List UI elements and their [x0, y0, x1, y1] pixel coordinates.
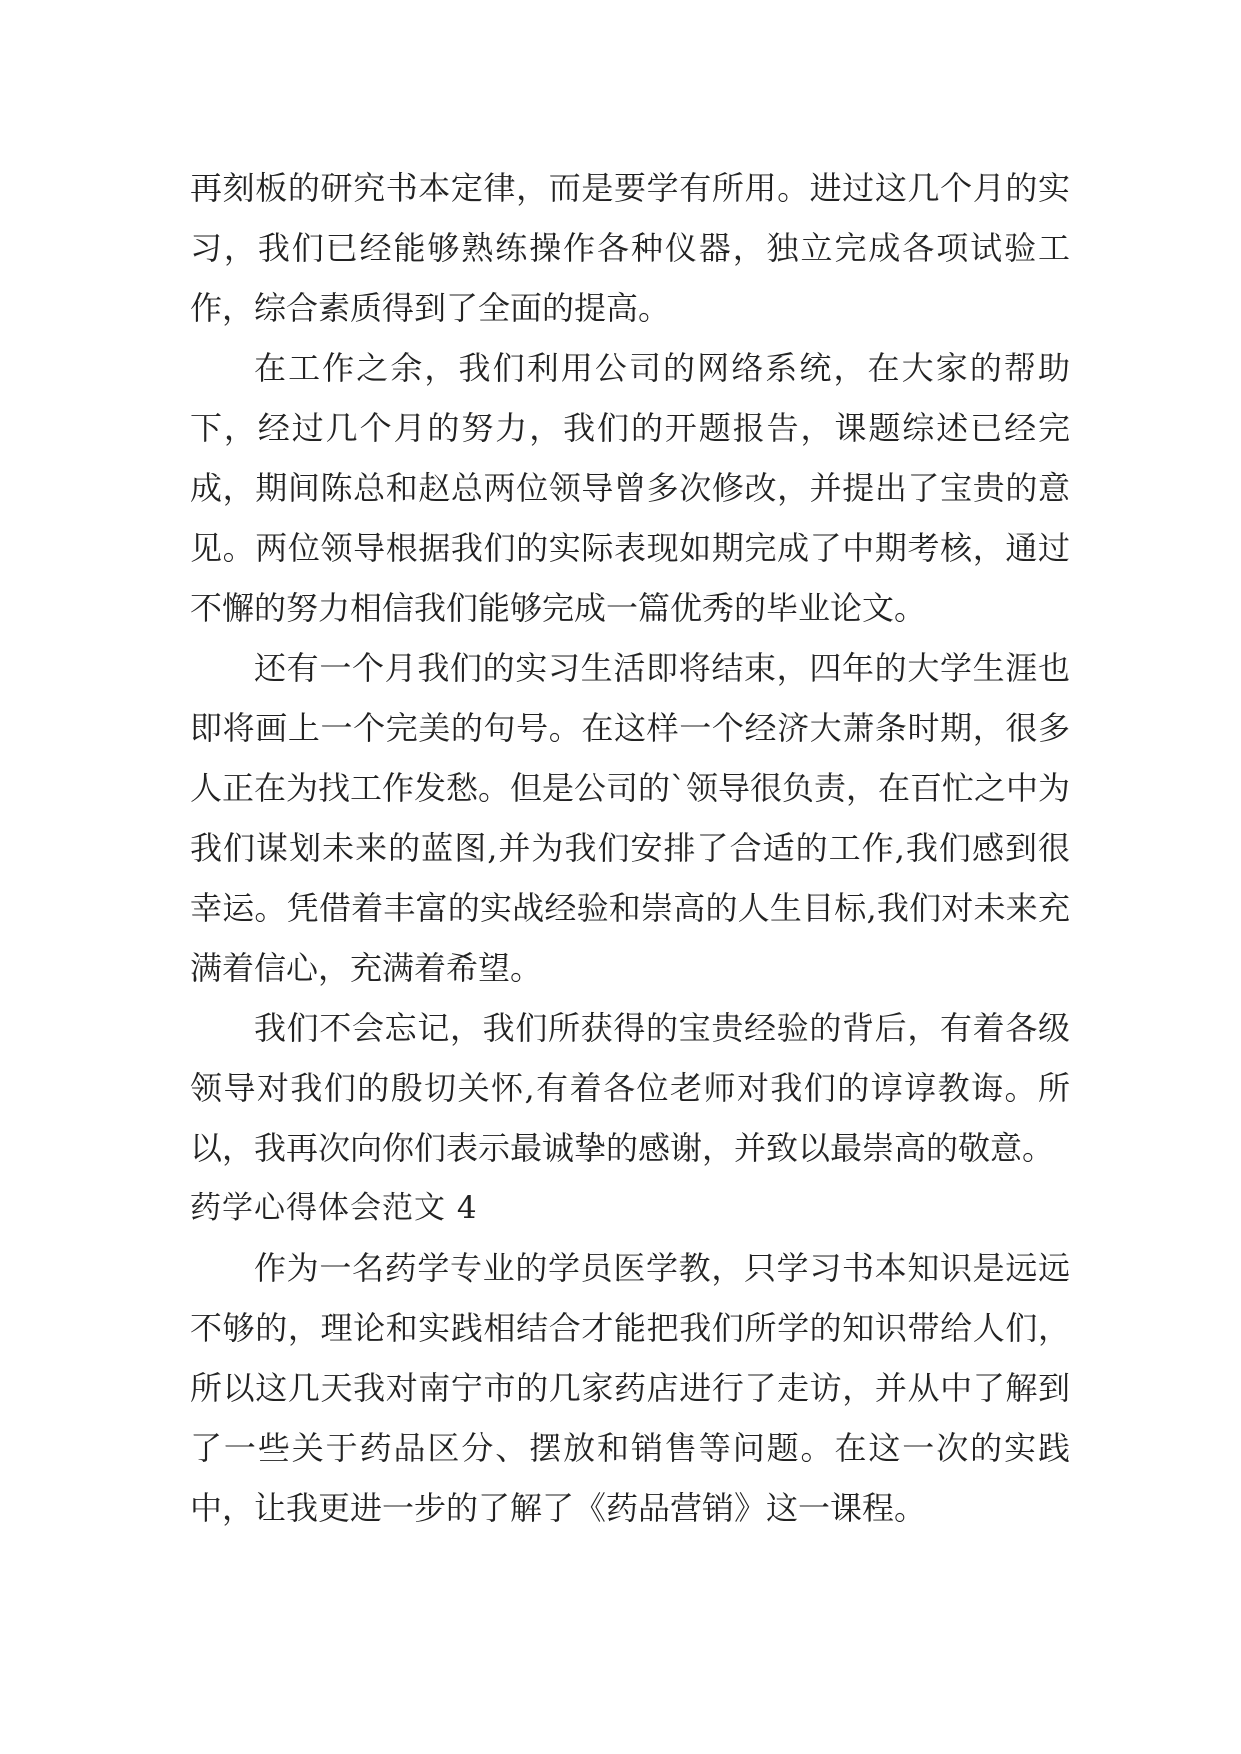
document-body: [190, 158, 1070, 1538]
section-heading: 药学心得体会范文 4: [190, 1190, 478, 1226]
paragraph-gratitude: 我们不会忘记，我们所获得的宝贵经验的背后，有着各级领导对我们的殷切关怀,有着各位老师对我们的谆谆教诲。所以，我再次向你们表示最诚挚的感谢，并致以最崇高的敬意。: [190, 1009, 1070, 1167]
paragraph-internship-ending: 还有一个月我们的实习生活即将结束，四年的大学生涯也即将画上一个完美的句号。在这样一个经济大萧条时期，很多人正在为找工作发愁。但是公司的`领导很负责，在百忙之中为我们谋划未来的蓝图,并为我们安排了合适的工作,我们感到很幸运。凭借着丰富的实战经验和崇高的人生目标,我们对未来充满着信心，充满着希望。: [190, 649, 1071, 987]
paragraph-work-leisure: 在工作之余，我们利用公司的网络系统，在大家的帮助下，经过几个月的努力，我们的开题报告，课题综述已经完成，期间陈总和赵总两位领导曾多次修改，并提出了宝贵的意见。两位领导根据我们的实际表现如期完成了中期考核，通过不懈的努力相信我们能够完成一篇优秀的毕业论文。: [190, 349, 1070, 627]
paragraph-continuation: 再刻板的研究书本定律，而是要学有所用。进过这几个月的实习，我们已经能够熟练操作各种仪器，独立完成各项试验工作，综合素质得到了全面的提高。: [190, 169, 1070, 327]
paragraph-pharmacy-practice: 作为一名药学专业的学员医学教，只学习书本知识是远远不够的，理论和实践相结合才能把我们所学的知识带给人们，所以这几天我对南宁市的几家药店进行了走访，并从中了解到了一些关于药品区分、摆放和销售等问题。在这一次的实践中，让我更进一步的了解了《药品营销》这一课程。: [190, 1249, 1070, 1527]
